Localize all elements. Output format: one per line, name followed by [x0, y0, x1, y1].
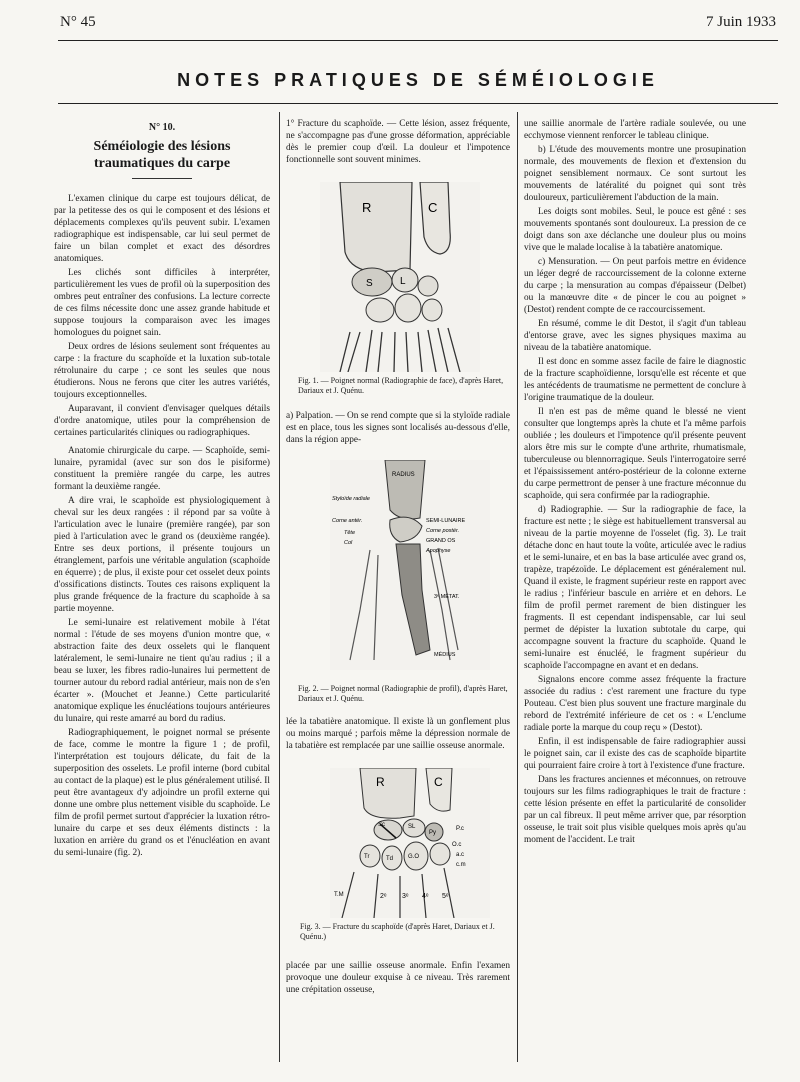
col3-paragraph: d) Radiographie. — Sur la radiographie de face, la fracture est nette ; le siège est habituellement transversal au niveau de la partie moyenne de l'osselet (fig. 3). Le trait détache donc en haut toute la voûte, articulée avec le radius et le semi-lunaire, et en bas la base articulée avec grand os, trapèze, trapézoïde. Le déplacement est généralement nul. Quand il existe, le fragment supérieur reste en rapport avec le radius ; l'inférieur bascule en arrière et en dehors. Le film de profil permet rarement de bien distinguer les fragments. Il est cependant indispensable, car lui seul permet de dépister la luxation subtotale du carpe, qui accompagne souvent la fracture du scaphoïde. Quand le semi-lunaire est énucléé, le fragment supérieur du scaphoïde l'accompagne en avant et en dedans. — [524, 505, 746, 671]
article-title-rule — [132, 178, 192, 179]
figure-3-caption: Fig. 3. — Fracture du scaphoïde (d'après Haret, Dariaux et J. Quénu.) — [300, 922, 495, 941]
section-title: NOTES PRATIQUES DE SÉMÉIOLOGIE — [177, 70, 659, 90]
column-1 — [54, 112, 270, 861]
col1-paragraph: Anatomie chirurgicale du carpe. — Scaphoïde, semi-lunaire, pyramidal (avec sur son dos le pisiforme) constituent la première rangée du carpe, les autres formant la deuxième rangée. — [54, 446, 270, 492]
col3-paragraph: Dans les fractures anciennes et méconnues, on retrouve toujours sur les films radiographiques le trait de fracture : cette lésion présente en effet la particularité de consolider par un cal fibreux. Il peut même arriver que, par résorption osseuse, le trait soit plus visible quelques mois après qu'au moment de l'accident. Le trait — [524, 775, 746, 845]
fig3-label: 3ᵉ — [402, 893, 409, 900]
header-rule — [58, 40, 778, 41]
fig1-label-s: S — [366, 278, 373, 289]
col3-paragraph: Enfin, il est indispensable de faire radiographier aussi le poignet sain, car il existe des cas de scaphoïde bipartite qui pourraient faire croire à tort à l'existence d'une fracture. — [524, 737, 746, 771]
figure-3-scaphoid-fracture — [330, 768, 490, 918]
fig3-label: G.O — [408, 854, 420, 860]
fig2-label: RADIUS — [392, 472, 415, 478]
col3-paragraph: Il n'en est pas de même quand le blessé ne vient consulter que longtemps après la chute et l'a même parfois oubliée ; les douleurs et l'impotence qu'il présente peuvent alors être mis sur le compte d'une arthrite, rhumatismale, tuberculeuse ou blennorragique. Seuls l'interrogatoire serré et l'épaississement antéro-postérieur de la colonne externe du carpe permettront de penser à une fracture méconnue du scaphoïde, qui sera confirmée par la radiographie. — [524, 407, 746, 501]
column-divider — [279, 112, 280, 1062]
fig1-label-c: C — [428, 200, 438, 215]
fig3-label: c.m — [456, 862, 466, 868]
fig2-label: Styloïde radiale — [332, 496, 370, 502]
col3-paragraph: Les doigts sont mobiles. Seul, le pouce est gêné : ses mouvements spontanés sont douloureux. La pression de ce doigt dans son axe déclanche une douleur plus ou moins vive que le malade localise à la tabatière anatomique. — [524, 207, 746, 253]
fig3-label: 5ᵉ — [442, 893, 449, 900]
fig2-label: Corne antér. — [332, 518, 363, 524]
fig3-label: 2ᵉ — [380, 893, 387, 900]
fig3-label: 4ᵉ — [422, 893, 429, 900]
col3-paragraph: une saillie anormale de l'artère radiale soulevée, ou une ecchymose viennent renforcer le tableau clinique. — [524, 119, 746, 141]
issue-date: 7 Juin 1933 — [705, 14, 776, 30]
figure-1-caption: Fig. 1. — Poignet normal (Radiographie de face), d'après Haret, Dariaux et J. Quénu. — [298, 376, 504, 395]
fig2-label: Col — [344, 540, 353, 546]
col1-paragraph: L'examen clinique du carpe est toujours délicat, de par la petitesse des os qui le composent et des lésions et déplacements complexes qu'ils peuvent subir. L'examen radiographique est indispensable, car lui seul permet de faire un bilan complet et exact des désordres anatomiques. — [54, 194, 270, 264]
col3-paragraph: Il est donc en somme assez facile de faire le diagnostic de la fracture scaphoïdienne, lorsqu'elle est récente et que les antécédents de traumatisme ne permettent de conclure à l'origine traumatique de la douleur. — [524, 357, 746, 403]
fig3-label: a.c — [456, 852, 465, 858]
fig2-label: 3ᵉ MÉTAT. — [434, 594, 460, 600]
col3-paragraph: c) Mensuration. — On peut parfois mettre en évidence un léger degré de raccourcissement de la colonne externe du carpe ; la mensuration au compas d'épaisseur (Delbet) ou la manœuvre dite « de pincer le cou au poignet » (Destot) rendent compte de ce raccourcissement. — [524, 257, 746, 315]
fig3-label: R — [376, 775, 385, 789]
fig3-label: P.c — [456, 826, 464, 832]
figure-1-wrist-face — [320, 182, 480, 372]
fig3-label: C — [434, 775, 443, 789]
fig1-label-l: L — [400, 276, 406, 287]
fig3-label: Tr — [364, 854, 370, 860]
fig3-label: Py — [429, 830, 437, 836]
fig3-label: Sc — [378, 822, 386, 828]
title-rule — [58, 103, 778, 104]
col2-intro: 1° Fracture du scaphoïde. — Cette lésion, assez fréquente, ne s'accompagne pas d'une grosse déformation, appréciable dès le premier coup d'œil. La douleur et l'impotence fonctionnelle sont souvent minimes. — [286, 119, 510, 165]
fig3-label: T.M — [334, 892, 344, 898]
fig2-label: SEMI-LUNAIRE — [426, 518, 466, 524]
col3-paragraph: En résumé, comme le dit Destot, il s'agit d'un tableau d'entorse grave, avec les signes physiques maxima au niveau de la tabatière anatomique. — [524, 319, 746, 353]
fig2-label: Corne postér. — [426, 528, 460, 534]
fig3-label: O.c — [452, 842, 462, 848]
column-3 — [524, 118, 746, 848]
fig3-label: Td — [386, 856, 394, 862]
figure-2-wrist-profile — [330, 460, 490, 670]
col3-paragraph: Signalons encore comme assez fréquente la fracture associée du radius : c'est rarement une fracture du type Pouteau. C'est bien plus souvent une fracture marginale du rebord de l'extrémité inférieure de cet os : « L'enclume radiale porte la marque du coup reçu » (Destot). — [524, 675, 746, 733]
col2-tabatiere: lée la tabatière anatomique. Il existe là un gonflement plus ou moins marqué ; parfois même la dépression normale de la tabatière est remplacée par une saillie osseuse anormale. — [286, 717, 510, 751]
fig3-label: SL — [408, 824, 416, 830]
fig2-label: Apophyse — [426, 548, 451, 554]
fig2-label: Tête — [344, 530, 356, 536]
article-number: N° 10. — [148, 122, 176, 133]
col1-paragraph: A dire vrai, le scaphoïde est physiologiquement à cheval sur les deux rangées : il répond par sa voûte à l'articulation avec le lunaire (première rangée), par son pied à l'articulation avec le grand os (deuxième rangée). Entre ses deux portions, il présente toujours un étranglement, parfois une véritable angulation (scaphoïde en équerre) ; de plus, il existe pour cet osselet deux points d'ossifications distincts. Toutes ces raisons expliquent la plus grande fréquence de la fracture du scaphoïde à sa partie moyenne. — [54, 496, 270, 614]
fig1-label-r: R — [362, 200, 372, 215]
issue-number: N° 45 — [60, 14, 96, 30]
col1-paragraph: Radiographiquement, le poignet normal se présente de face, comme le montre la figure 1 ; de profil, l'interprétation est toujours délicate, du fait de la superposition des osselets. Le profil interne (bord cubital au contact de la plaque) est le plus généralement utilisé. Il peut être avantageux d'y adjoindre un profil externe qui donne une ombre plus nettement visible du scaphoïde. Le film de profil permet surtout d'apprécier la luxation rétro-lunaire du carpe et ses deux éléments distincts : la luxation en arrière du grand os et l'énucléation en avant du semi-lunaire (fig. 2). — [54, 728, 270, 858]
col1-paragraph: Deux ordres de lésions seulement sont fréquentes au carpe : la fracture du scaphoïde et la luxation sub-totale rétrolunaire du carpe ; ce sont les seules que nous étudierons. Nous ne ferons que citer les autres variétés, toujours exceptionnelles. — [54, 342, 270, 400]
article-title: Séméiologie des lésions traumatiques du carpe — [93, 139, 231, 171]
col2-palpation: a) Palpation. — On se rend compte que si la styloïde radiale est en place, tous les signes sont localisés au-dessous d'elle, dans la région appe- — [286, 411, 510, 445]
col1-paragraph: Auparavant, il convient d'envisager quelques détails d'ordre anatomique, utiles pour la compréhension de certaines particularités cliniques ou radiographiques. — [54, 404, 270, 438]
fig2-label: MÉDIUS — [434, 652, 456, 658]
col1-paragraph: Les clichés sont difficiles à interpréter, particulièrement les vues de profil où la superposition des ombres peut entraîner des confusions. La lecture correcte de ces films nécessite donc une assez grande habitude et suppose toujours la comparaison avec les images homologues du poignet sain. — [54, 268, 270, 338]
col1-paragraph: Le semi-lunaire est relativement mobile à l'état normal : l'étude de ses moyens d'union montre que, « abstraction faite des deux osselets qui le flanquent latéralement, le semi-lunaire ne tient qu'au radius ; il a beau se luxer, les fibres radio-lunaires lui permettent de tourner autour du rebord radial antérieur, mais non de s'en écarter ». (Mouchet et Jeanne.) Cette particularité anatomique explique les énucléations toujours antérieures du lunaire, qui reste amarré au bord du radius. — [54, 618, 270, 724]
col3-paragraph: b) L'étude des mouvements montre une prosupination normale, des mouvements de flexion et d'extension du poignet sensiblement normaux. Ce sont surtout les mouvements de latéralité du poignet qui sont très douloureux, particulièrement l'abduction de la main. — [524, 145, 746, 203]
column-divider — [517, 112, 518, 1062]
col2-conclusion: placée par une saillie osseuse anormale. Enfin l'examen provoque une douleur exquise à ce niveau. Très rarement une crépitation osseuse, — [286, 961, 510, 995]
fig2-label: GRAND OS — [426, 538, 456, 544]
figure-2-caption: Fig. 2. — Poignet normal (Radiographie de profil), d'après Haret, Dariaux et J. Quénu. — [298, 684, 508, 703]
